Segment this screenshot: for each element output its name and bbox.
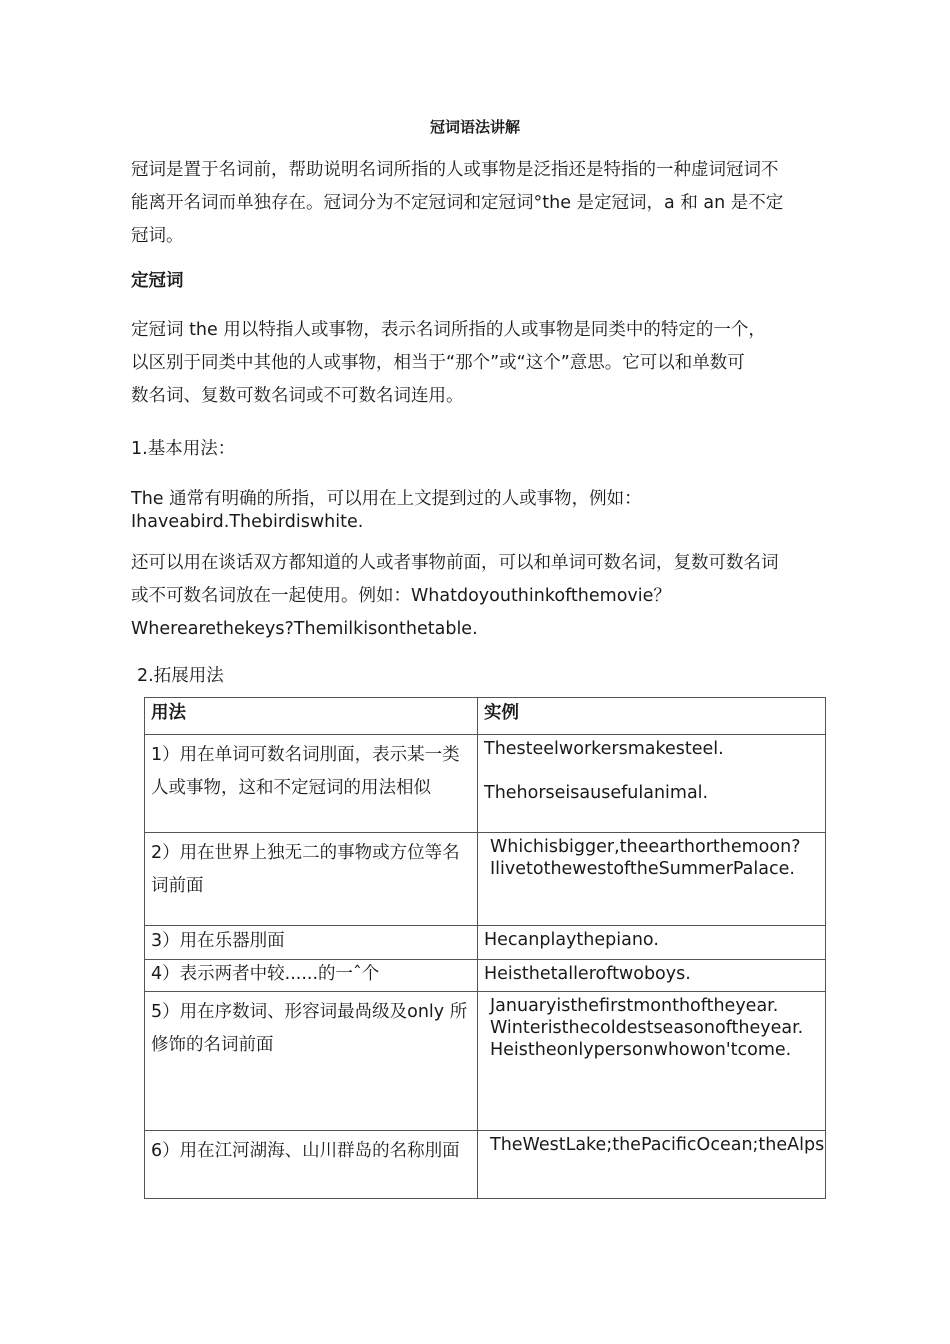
example-text: Heisthetalleroftwoboys. [484,964,691,984]
example-cell [478,1131,826,1199]
example-text: Hecanplaythepiano. [484,930,659,950]
definite-line: 定冠词 the 用以特指人或事物，表示名词所指的人或事物是同类中的特定的一个， [131,320,766,340]
example-text: Januaryisthefirstmonthoftheyear. [490,996,779,1016]
table-row [145,926,826,960]
example-text: Whichisbigger,theearthorthemoon? [490,837,801,857]
definite-line: 数名词、复数可数名词或不可数名词连用。 [131,386,464,406]
example-cell [478,992,826,1131]
example-text: Thehorseisausefulanimal. [484,783,709,803]
basic-line: 或不可数名词放在一起使用。例如：Whatdoyouthinkofthemovie？ [131,586,671,606]
table-row [145,1131,826,1199]
example-cell [478,735,826,833]
definite-paragraph [131,314,843,413]
header-usage: 用法 [145,698,478,735]
table-row [145,992,826,1131]
example-cell [478,926,826,960]
table-row [145,960,826,992]
usage-cell: 5）用在序数词、形容词最咼级及only 所修饰的名词前面 [145,992,478,1131]
basic-line: Ihaveabird.Thebirdiswhite. [131,512,364,532]
example-text: Thesteelworkersmakesteel. [484,739,724,759]
header-example: 实例 [478,698,826,735]
usage-table [144,697,826,1199]
definite-line: 以区别于同类中其他的人或事物，相当于“那个”或“这个”意思。它可以和单数可 [131,353,745,373]
intro-line: 冠词是置于名词前，帮助说明名词所指的人或事物是泛指还是特指的一种虚词冠词不 [131,160,779,180]
basic-line: 还可以用在谈话双方都知道的人或者事物前面，可以和单词可数名词，复数可数名词 [131,553,779,573]
usage-cell: 4）表示两者中较......的一ˆ个 [145,960,478,992]
basic-paragraph-2 [131,547,843,646]
section-heading-definite: 定冠词 [131,271,184,291]
table-row [145,833,826,926]
basic-line: Wherearethekeys?Themilkisonthetable. [131,619,478,639]
usage-cell: 1）用在单词可数名词刖面，表示某一类人或事物，这和不定冠词的用法相似 [145,735,478,833]
page-title: 冠词语法讲解 [429,118,520,136]
example-cell [478,833,826,926]
example-cell [478,960,826,992]
table-header-row [145,698,826,735]
usage-cell: 2）用在世界上独无二的事物或方位等名词前面 [145,833,478,926]
extended-usage-heading: 2.拓展用法 [137,666,224,686]
example-text: IlivetothewestoftheSummerPalace. [490,859,795,879]
table-row [145,735,826,833]
basic-line: The 通常有明确的所指，可以用在上文提到过的人或事物，例如： [131,489,642,509]
intro-paragraph [131,154,843,253]
basic-paragraph-1 [131,488,843,534]
basic-usage-heading: 1.基本用法： [131,439,236,459]
example-text: Heistheonlypersonwhowon'tcome. [490,1040,792,1060]
example-text: Winteristhecoldestseasonoftheyear. [490,1018,804,1038]
usage-cell: 6）用在江河湖海、山川群岛的名称刖面 [145,1131,478,1199]
intro-line: 冠词。 [131,226,184,246]
usage-cell: 3）用在乐器刖面 [145,926,478,960]
intro-line: 能离开名词而单独存在。冠词分为不定冠词和定冠词°the 是定冠词，a 和 an 是不定 [131,193,784,213]
example-text: TheWestLake;thePacificOcean;theAlps [490,1135,825,1155]
